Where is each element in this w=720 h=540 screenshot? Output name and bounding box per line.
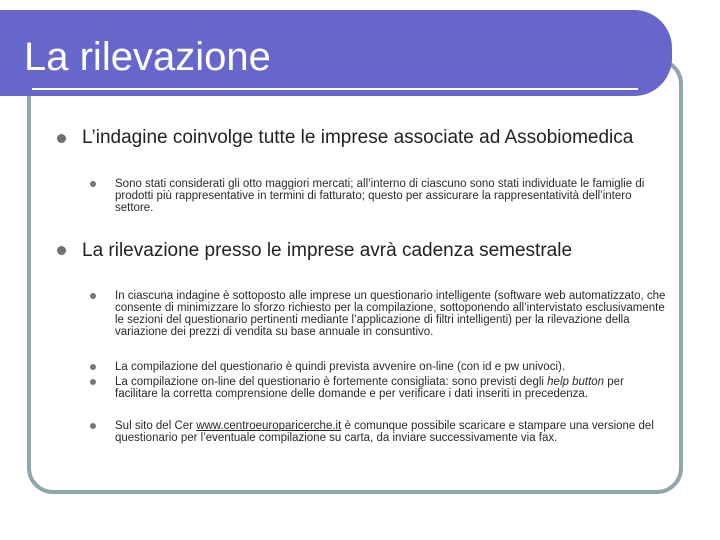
- subpoint-2-2-text: La compilazione del questionario è quindi prevista avvenire on-line (con id e pw univoci).: [115, 361, 566, 373]
- cer-website-link[interactable]: www.centroeuroparicerche.it: [196, 420, 342, 432]
- bullet-subpoint-2-2: [90, 364, 96, 370]
- subpoint-2-3-before: La compilazione on-line del questionario è fortemente consigliata: sono previsti degli: [115, 376, 548, 388]
- point-1-text: L’indagine coinvolge tutte le imprese associate ad Assobiomedica: [82, 127, 634, 148]
- bullet-subpoint-2-3: [90, 379, 96, 385]
- subpoint-2-4-before: Sul sito del Cer: [115, 420, 197, 432]
- help-button-term: help button: [547, 376, 605, 388]
- bullet-subpoint-2-4: [90, 423, 96, 429]
- subpoint-1-1-text: Sono stati considerati gli otto maggiori mercati; all’interno di ciascuno sono stati individuate le famiglie di prodotti più rappresentative in termini di fatturato; questo per assicurare la rappresentatività dell’intero settore.: [115, 178, 645, 214]
- title-band: [0, 10, 672, 96]
- bullet-point-1: [57, 134, 66, 143]
- subpoint-2-4-text: [115, 420, 667, 444]
- slide-title: La rilevazione: [24, 35, 271, 79]
- subpoint-2-1-text: In ciascuna indagine è sottoposto alle imprese un questionario intelligente (software web automatizzato, che consente di minimizzare lo sforzo richiesto per la compilazione, sottoponendo all’intervistato esclusivamente le sezioni del questionario pertinenti mediante l’applicazione di filtri intelligenti) per la rilevazione della variazione dei prezzi di vendita su base annuale in consuntivo.: [115, 290, 666, 338]
- bullet-subpoint-2-1: [90, 293, 96, 299]
- bullet-point-2: [57, 246, 66, 255]
- title-underline: [32, 88, 638, 90]
- subpoint-2-3-text: [115, 376, 667, 400]
- subpoint-2-3-after: per facilitare la corretta comprensione delle domande e per verificare i dati inseriti in precedenza.: [115, 376, 624, 400]
- subpoint-2-4-after: è comunque possibile scaricare e stampare una versione del questionario per l’eventuale compilazione su carta, da inviare successivamente via fax.: [115, 420, 654, 444]
- point-2-text: La rilevazione presso le imprese avrà cadenza semestrale: [82, 240, 573, 261]
- bullet-subpoint-1-1: [90, 181, 96, 187]
